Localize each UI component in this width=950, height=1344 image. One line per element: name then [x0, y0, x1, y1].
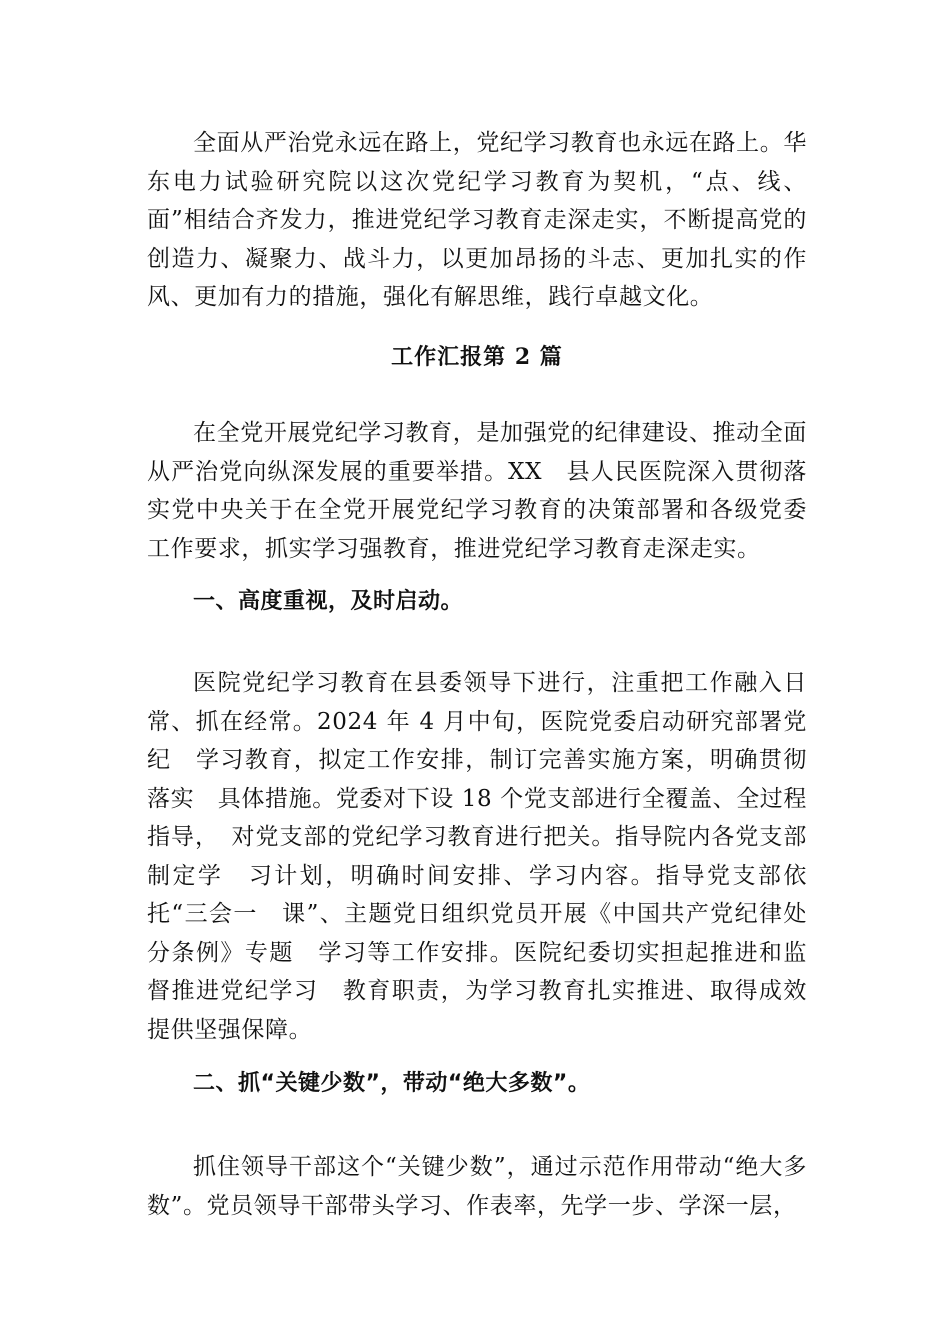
- heading-1: 一、高度重视，及时启动。: [193, 589, 464, 614]
- heading-2: 二、抓“关键少数”，带动“绝大多数”。: [193, 1071, 591, 1096]
- section-title: 工作汇报第 2 篇: [391, 344, 563, 370]
- intro-paragraph: 全面从严治党永远在路上，党纪学习教育也永远在路上。华东电力试验研究院以这次党纪学习教育为契机，“点、线、面”相结合齐发力，推进党纪学习教育走深走实，不断提高党的创造力、凝聚力、战斗力，以更加昂扬的斗志、更加扎实的作风、更加有力的措施，强化有解思维，践行卓越文化。: [147, 130, 807, 310]
- paragraph-1: 医院党纪学习教育在县委领导下进行，注重把工作融入日常、抓在经常。2024 年 4 月中旬，医院党委启动研究部署党纪 学习教育，拟定工作安排，制订完善实施方案，明确贯彻落实 具体措施。党委对下设 18 个党支部进行全覆盖、全过程指导， 对党支部的党纪学习教育进行把关。指导院内各党支部制定学 习计划，明确时间安排、学习内容。指导党支部依托“三会一 课”、主题党日组织党员开展《中国共产党纪律处分条例》专题 学习等工作安排。医院纪委切实担起推进和监督推进党纪学习 教育职责，为学习教育扎实推进、取得成效提供坚强保障。: [147, 670, 807, 1043]
- paragraph-2: 抓住领导干部这个“关键少数”，通过示范作用带动“绝大多 数”。党员领导干部带头学习、作表率，先学一步、学深一层，: [147, 1154, 831, 1219]
- opening-paragraph: 在全党开展党纪学习教育，是加强党的纪律建设、推动全面从严治党向纵深发展的重要举措。XX 县人民医院深入贯彻落实党中央关于在全党开展党纪学习教育的决策部署和各级党委工作要求，抓实学习强教育，推进党纪学习教育走深走实。: [147, 420, 807, 562]
